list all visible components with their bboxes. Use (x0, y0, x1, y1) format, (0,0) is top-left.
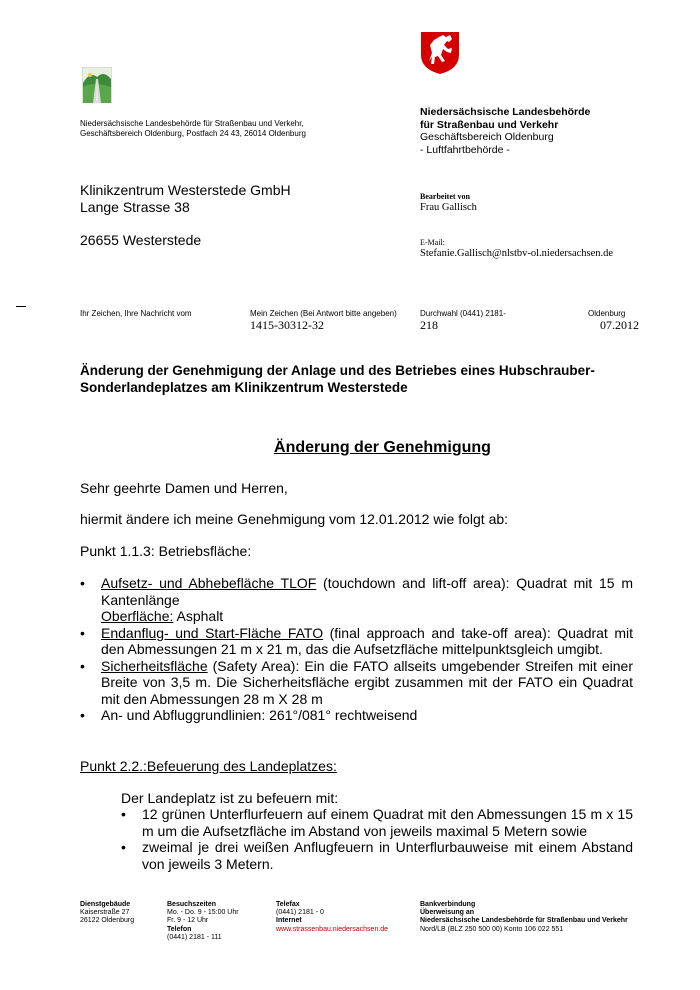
document-heading: Änderung der Genehmigung (274, 439, 491, 456)
fold-mark (16, 306, 26, 307)
list-item (121, 839, 633, 872)
footer-bank-title: Bankverbindung (420, 901, 476, 908)
authority-sub: - Luftfahrtbehörde - (420, 143, 510, 156)
your-ref-label: Ihr Zeichen, Ihre Nachricht vom (80, 309, 192, 318)
list-item (121, 806, 633, 839)
tlof-text: (touchdown and lift-off area): Quadrat mit 15 m Kantenlänge (101, 575, 633, 608)
salutation: Sehr geehrte Damen und Herren, (80, 480, 288, 496)
section2-title: Punkt 2.2.:Befeuerung des Landeplatzes: (80, 758, 337, 774)
lights-white-text: zweimal je drei weißen Anflugfeuern in Unterflurbauweise mit einem Abstand von jeweils 3 Metern. (142, 839, 633, 872)
fato-text: (final approach and take-off area): Quadrat mit den Abmessungen 21 m x 21 m, das die Aufsetzfläche mittelpunktsgleich umgibt. (101, 624, 633, 657)
footer-building-street: Kaiserstraße 27 (80, 909, 130, 917)
section2-list (121, 806, 633, 872)
footer-fax-value: (0441) 2181 - 0 (276, 909, 324, 917)
list-item (80, 625, 633, 658)
footer-transfer-title: Überweisung an (420, 909, 475, 917)
processed-by-label: Bearbeitet von (420, 192, 470, 201)
footer-hours-1: Mo. - Do. 9 - 15:00 Uhr (167, 909, 239, 917)
lights-green-text: 12 grünen Unterflurfeuern auf einem Quadrat mit den Abmessungen 15 m x 15 m um die Aufsetzfläche im Abstand von jeweils maximal 5 Metern sowie (142, 806, 633, 839)
list-item (80, 707, 633, 724)
footer-bank (420, 901, 628, 934)
subject-line: Änderung der Genehmigung der Anlage und des Betriebes eines Hubschrauber-Sonderlandeplatzes am Klinikzentrum Westerstede (80, 363, 595, 395)
section1-list (80, 575, 633, 724)
flight-path-text: An- und Abfluggrundlinien: 261°/081° rechtweisend (101, 707, 418, 723)
phone-value: 218 (420, 318, 438, 332)
footer-building (80, 901, 134, 926)
footer-hours-title: Besuchszeiten (167, 901, 217, 908)
surface-label: Oberfläche: (101, 608, 174, 624)
footer-website-link[interactable]: www.strassenbau.niedersachsen.de (276, 925, 389, 933)
footer-building-city: 26122 Oldenburg (80, 917, 135, 925)
footer-bank-recipient: Niedersächsische Landesbehörde für Straßenbau und Verkehr (420, 917, 628, 925)
phone-label: Durchwahl (0441) 2181- (420, 309, 506, 318)
email-label: E-Mail: (420, 238, 445, 247)
sender-return-address (80, 119, 306, 139)
email-value: Stefanie.Gallisch@nlstbv-ol.niedersachsen.de (420, 248, 614, 259)
sender-line-1: Niedersächsische Landesbehörde für Straßenbau und Verkehr, (80, 119, 304, 128)
recipient-address (80, 182, 291, 216)
footer-fax-title: Telefax (276, 901, 300, 908)
footer-fax-internet (276, 901, 388, 934)
recipient-line-1: Klinikzentrum Westerstede GmbH (80, 182, 291, 198)
safety-area-term: Sicherheitsfläche (101, 657, 208, 674)
recipient-line-3: 26655 Westerstede (80, 232, 202, 248)
footer-phone-value: (0441) 2181 - 111 (167, 933, 222, 941)
section2-intro: Der Landeplatz ist zu befeuern mit: (121, 790, 339, 806)
authority-block (420, 106, 590, 156)
fato-term: Endanflug- und Start-Fläche FATO (101, 624, 324, 641)
footer-internet-title: Internet (276, 917, 302, 925)
authority-name-2: für Straßenbau und Verkehr (420, 118, 559, 131)
date-value: 07.2012 (600, 318, 639, 332)
footer-visiting-hours (167, 901, 239, 942)
footer-hours-2: Fr. 9 - 12 Uhr (167, 917, 209, 925)
authority-division: Geschäftsbereich Oldenburg (420, 131, 554, 143)
section1-title: Punkt 1.1.3: Betriebsfläche: (80, 543, 252, 559)
footer-bank-account: Nord/LB (BLZ 250 500 00) Konto 106 022 551 (420, 925, 564, 933)
authority-name-1: Niedersächsische Landesbehörde (420, 106, 591, 118)
recipient-line-2: Lange Strasse 38 (80, 199, 190, 215)
processed-by-value: Frau Gallisch (420, 202, 477, 213)
place-label: Oldenburg (588, 309, 626, 318)
my-ref-label: Mein Zeichen (Bei Antwort bitte angeben) (250, 309, 397, 318)
road-landscape-logo-icon (82, 67, 112, 103)
list-item (80, 575, 633, 625)
footer-phone-title: Telefon (167, 925, 192, 933)
safety-area-text: (Safety Area): Ein die FATO allseits umgebender Streifen mit einer Breite von 3,5 m. Die Sicherheitsfläche ergibt zusammen mit der FATO ein Quadrat mit den Abmessungen 28 m X 28 m (101, 657, 633, 707)
list-item (80, 658, 633, 708)
sender-line-2: Geschäftsbereich Oldenburg, Postfach 24 43, 26014 Oldenburg (80, 129, 306, 138)
intro-text: hiermit ändere ich meine Genehmigung vom 12.01.2012 wie folgt ab: (80, 511, 509, 527)
tlof-term: Aufsetz- und Abhebefläche TLOF (101, 575, 317, 591)
footer-building-title: Dienstgebäude (80, 901, 131, 908)
surface-value: Asphalt (173, 608, 224, 624)
my-ref-value: 1415-30312-32 (250, 318, 324, 332)
lower-saxony-horse-emblem-icon (419, 31, 461, 75)
